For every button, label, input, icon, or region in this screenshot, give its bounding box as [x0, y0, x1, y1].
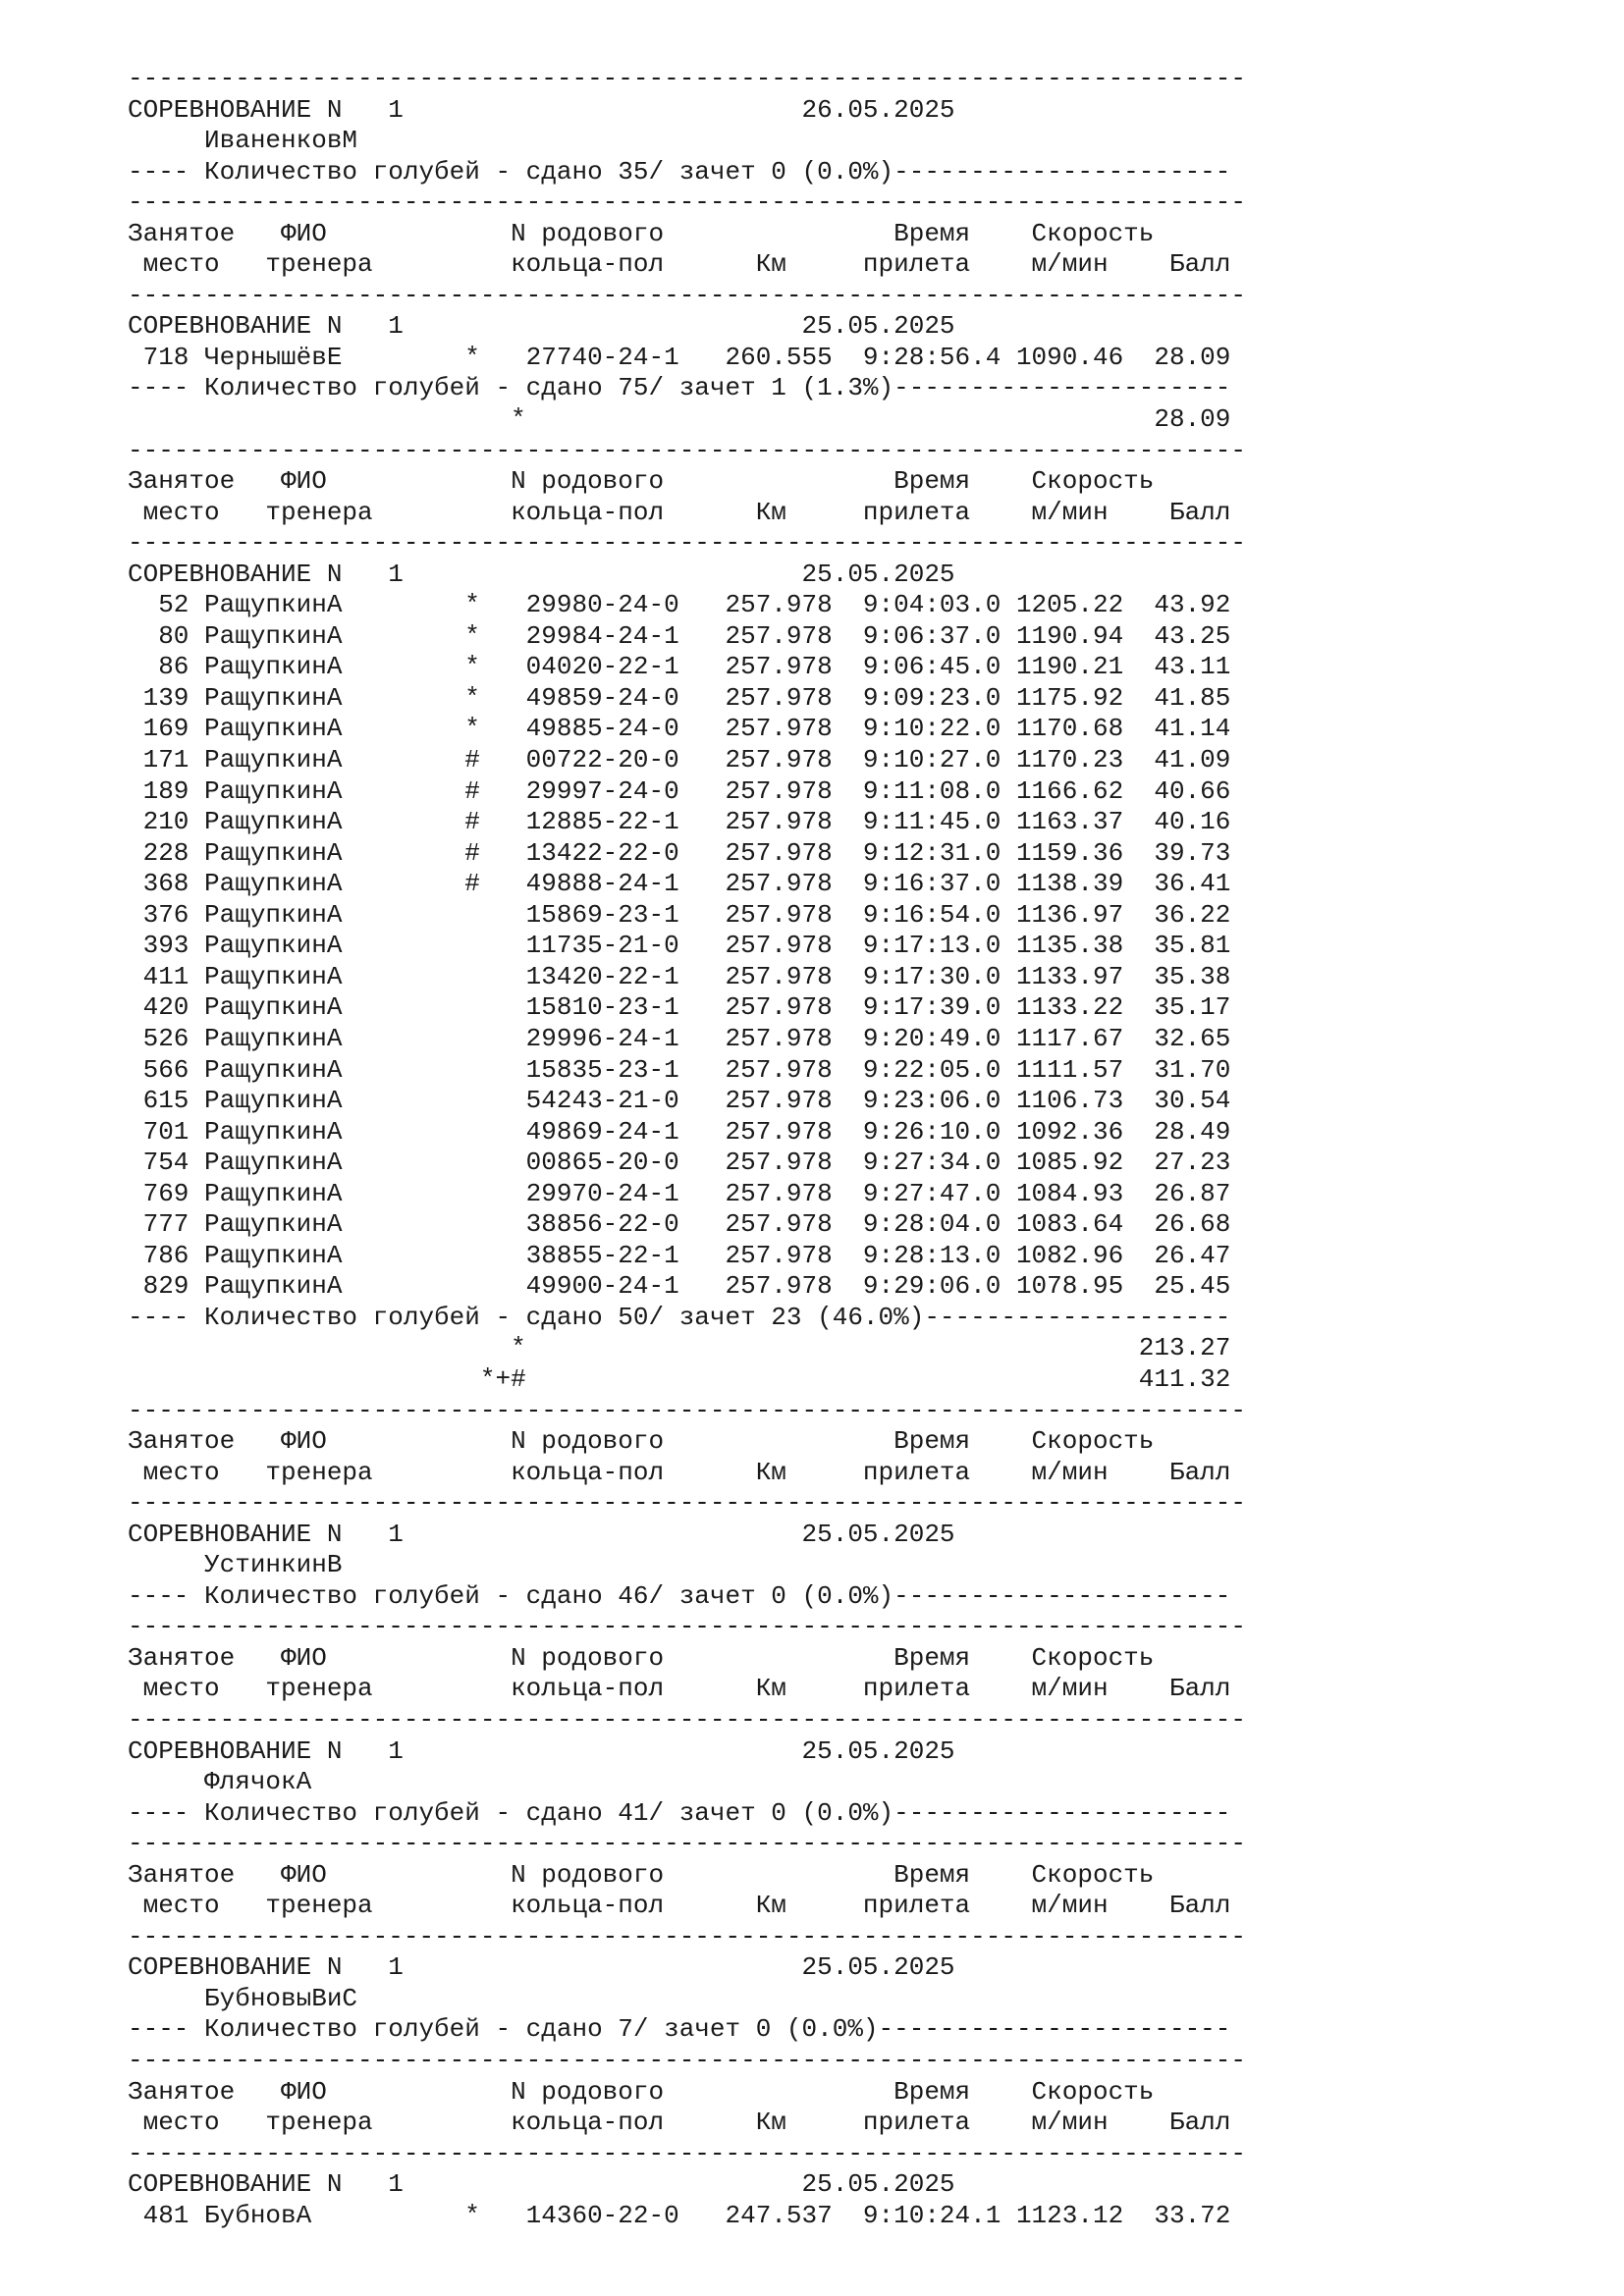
pigeon-count-summary: ---- Количество голубей - сдано 7/ зачет 0 (0.0%)-----------------------: [128, 2014, 1231, 2045]
divider-line: -------------------------------------------------------------------------: [128, 1704, 1246, 1735]
results-report: [128, 64, 1246, 2231]
result-row: 376 РащупкинА 15869-23-1 257.978 9:16:54.0 1136.97 36.22: [128, 899, 1231, 930]
column-header-row: место тренера кольца-пол Км прилета м/мин Балл: [128, 1891, 1231, 1921]
result-row: 718 ЧернышёвЕ * 27740-24-1 260.555 9:28:56.4 1090.46 28.09: [128, 342, 1231, 372]
result-row: 86 РащупкинА * 04020-22-1 257.978 9:06:45.0 1190.21 43.11: [128, 652, 1231, 682]
pigeon-count-summary: ---- Количество голубей - сдано 75/ зачет 1 (1.3%)----------------------: [128, 373, 1231, 403]
points-total-row: * 213.27: [128, 1333, 1231, 1363]
column-header-row: место тренера кольца-пол Км прилета м/мин Балл: [128, 249, 1231, 280]
result-row: 228 РащупкинА # 13422-22-0 257.978 9:12:31.0 1159.36 39.73: [128, 837, 1231, 868]
divider-line: -------------------------------------------------------------------------: [128, 1612, 1246, 1642]
competition-header: СОРЕВНОВАНИЕ N 1 25.05.2025: [128, 1735, 955, 1766]
competition-header: СОРЕВНОВАНИЕ N 1 25.05.2025: [128, 2169, 955, 2200]
competition-header: СОРЕВНОВАНИЕ N 1 26.05.2025: [128, 94, 955, 125]
pigeon-count-summary: ---- Количество голубей - сдано 41/ зачет 0 (0.0%)----------------------: [128, 1797, 1231, 1828]
fancier-name: УстинкинВ: [128, 1550, 343, 1580]
column-header-row: место тренера кольца-пол Км прилета м/мин Балл: [128, 497, 1231, 527]
fancier-name: БубновыВиС: [128, 1983, 358, 2013]
fancier-name: ИваненковМ: [128, 126, 358, 156]
competition-header: СОРЕВНОВАНИЕ N 1 25.05.2025: [128, 311, 955, 342]
divider-line: -------------------------------------------------------------------------: [128, 435, 1246, 465]
divider-line: -------------------------------------------------------------------------: [128, 187, 1246, 218]
result-row: 754 РащупкинА 00865-20-0 257.978 9:27:34.0 1085.92 27.23: [128, 1148, 1231, 1178]
divider-line: -------------------------------------------------------------------------: [128, 280, 1246, 310]
result-row: 139 РащупкинА * 49859-24-0 257.978 9:09:23.0 1175.92 41.85: [128, 682, 1231, 713]
divider-line: -------------------------------------------------------------------------: [128, 2138, 1246, 2168]
result-row: 777 РащупкинА 38856-22-0 257.978 9:28:04.0 1083.64 26.68: [128, 1209, 1231, 1240]
pigeon-count-summary: ---- Количество голубей - сдано 35/ зачет 0 (0.0%)----------------------: [128, 156, 1231, 187]
divider-line: -------------------------------------------------------------------------: [128, 64, 1246, 93]
competition-header: СОРЕВНОВАНИЕ N 1 25.05.2025: [128, 1952, 955, 1983]
result-row: 829 РащупкинА 49900-24-1 257.978 9:29:06.0 1078.95 25.45: [128, 1271, 1231, 1302]
column-header-row: Занятое ФИО N родового Время Скорость: [128, 1859, 1155, 1890]
result-row: 615 РащупкинА 54243-21-0 257.978 9:23:06.0 1106.73 30.54: [128, 1086, 1231, 1116]
result-row: 769 РащупкинА 29970-24-1 257.978 9:27:47.0 1084.93 26.87: [128, 1178, 1231, 1208]
result-row: 52 РащупкинА * 29980-24-0 257.978 9:04:03.0 1205.22 43.92: [128, 590, 1231, 620]
divider-line: -------------------------------------------------------------------------: [128, 1829, 1246, 1859]
column-header-row: Занятое ФИО N родового Время Скорость: [128, 1426, 1155, 1457]
column-header-row: место тренера кольца-пол Км прилета м/мин Балл: [128, 1457, 1231, 1487]
divider-line: -------------------------------------------------------------------------: [128, 1488, 1246, 1519]
column-header-row: Занятое ФИО N родового Время Скорость: [128, 1642, 1155, 1673]
result-row: 169 РащупкинА * 49885-24-0 257.978 9:10:22.0 1170.68 41.14: [128, 714, 1231, 744]
result-row: 393 РащупкинА 11735-21-0 257.978 9:17:13.0 1135.38 35.81: [128, 931, 1231, 961]
divider-line: -------------------------------------------------------------------------: [128, 1921, 1246, 1951]
pigeon-count-summary: ---- Количество голубей - сдано 50/ зачет 23 (46.0%)--------------------: [128, 1302, 1231, 1332]
column-header-row: Занятое ФИО N родового Время Скорость: [128, 466, 1155, 497]
result-row: 420 РащупкинА 15810-23-1 257.978 9:17:39.0 1133.22 35.17: [128, 992, 1231, 1023]
result-row: 481 БубновА * 14360-22-0 247.537 9:10:24.1 1123.12 33.72: [128, 2200, 1231, 2230]
column-header-row: Занятое ФИО N родового Время Скорость: [128, 2076, 1155, 2107]
pigeon-count-summary: ---- Количество голубей - сдано 46/ зачет 0 (0.0%)----------------------: [128, 1580, 1231, 1611]
points-total-row: *+# 411.32: [128, 1363, 1231, 1394]
competition-header: СОРЕВНОВАНИЕ N 1 25.05.2025: [128, 559, 955, 589]
result-row: 786 РащупкинА 38855-22-1 257.978 9:28:13.0 1082.96 26.47: [128, 1240, 1231, 1270]
result-row: 701 РащупкинА 49869-24-1 257.978 9:26:10.0 1092.36 28.49: [128, 1116, 1231, 1147]
result-row: 171 РащупкинА # 00722-20-0 257.978 9:10:27.0 1170.23 41.09: [128, 745, 1231, 775]
competition-header: СОРЕВНОВАНИЕ N 1 25.05.2025: [128, 1519, 955, 1549]
result-row: 210 РащупкинА # 12885-22-1 257.978 9:11:45.0 1163.37 40.16: [128, 807, 1231, 837]
points-total-row: * 28.09: [128, 404, 1231, 435]
divider-line: -------------------------------------------------------------------------: [128, 1395, 1246, 1425]
result-row: 80 РащупкинА * 29984-24-1 257.978 9:06:37.0 1190.94 43.25: [128, 620, 1231, 651]
column-header-row: место тренера кольца-пол Км прилета м/мин Балл: [128, 2108, 1231, 2138]
divider-line: -------------------------------------------------------------------------: [128, 528, 1246, 559]
result-row: 189 РащупкинА # 29997-24-0 257.978 9:11:08.0 1166.62 40.66: [128, 775, 1231, 806]
result-row: 566 РащупкинА 15835-23-1 257.978 9:22:05.0 1111.57 31.70: [128, 1054, 1231, 1085]
result-row: 526 РащупкинА 29996-24-1 257.978 9:20:49.0 1117.67 32.65: [128, 1023, 1231, 1053]
result-row: 368 РащупкинА # 49888-24-1 257.978 9:16:37.0 1138.39 36.41: [128, 869, 1231, 899]
divider-line: -------------------------------------------------------------------------: [128, 2046, 1246, 2075]
column-header-row: место тренера кольца-пол Км прилета м/мин Балл: [128, 1674, 1231, 1704]
column-header-row: Занятое ФИО N родового Время Скорость: [128, 218, 1155, 248]
result-row: 411 РащупкинА 13420-22-1 257.978 9:17:30.0 1133.97 35.38: [128, 961, 1231, 991]
fancier-name: ФлячокА: [128, 1767, 312, 1797]
